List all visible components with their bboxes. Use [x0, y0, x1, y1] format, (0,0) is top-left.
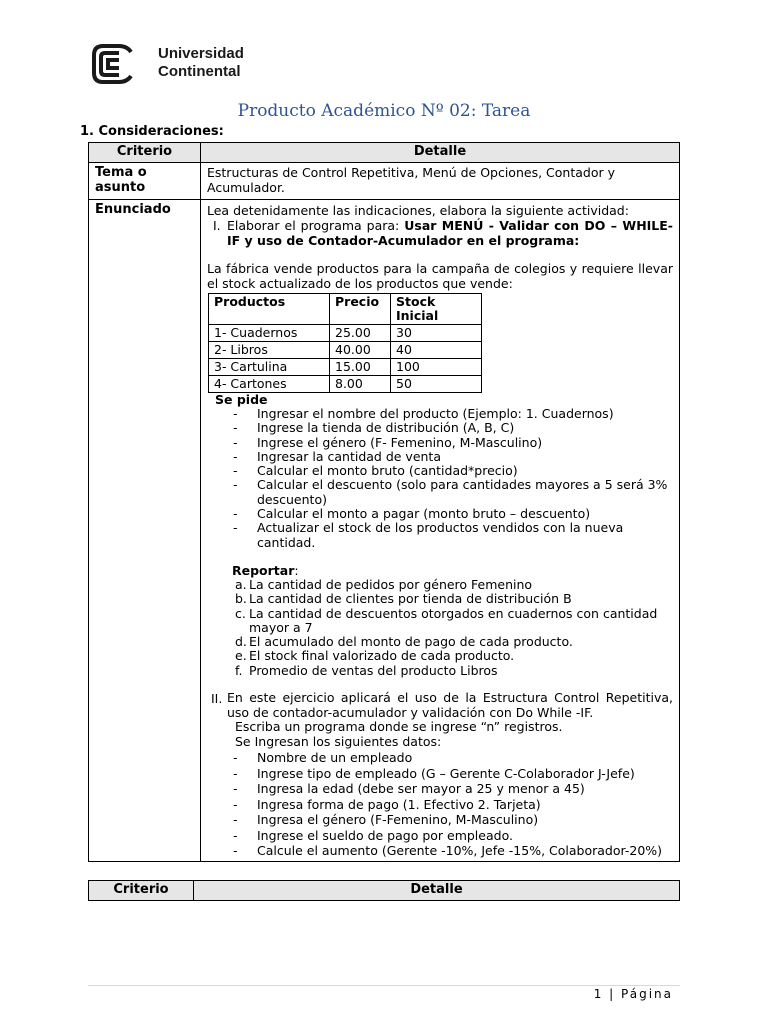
list-item: - Ingresa el género (F-Femenino, M-Masculino) — [207, 812, 673, 828]
product-price: 25.00 — [330, 325, 391, 342]
part2-marker: II. — [211, 691, 223, 707]
product-price: 40.00 — [330, 342, 391, 359]
list-item: - Ingresar la cantidad de venta — [207, 450, 673, 464]
products-col-header: Stock Inicial — [391, 294, 482, 325]
list-item: - Actualizar el stock de los productos vendidos con la nueva cantidad. — [207, 521, 673, 550]
table-row — [89, 200, 680, 862]
table-row — [209, 342, 482, 359]
second-table — [88, 880, 680, 901]
product-stock: 100 — [391, 359, 482, 376]
product-price: 8.00 — [330, 376, 391, 393]
part2-line3: Se Ingresan los siguientes datos: — [235, 733, 442, 749]
list-item: - Ingrese tipo de empleado (G – Gerente C-Colaborador J-Jefe) — [207, 766, 673, 782]
row-text-tema: Estructuras de Control Repetitiva, Menú de Opciones, Contador y Acumulador. — [201, 163, 680, 200]
list-item: a. La cantidad de pedidos por género Femenino — [235, 576, 533, 592]
part1-marker: I. — [213, 218, 221, 233]
part2 — [207, 691, 673, 720]
university-name: Universidad Continental — [158, 45, 244, 80]
list-item: - Ingrese el género (F- Femenino, M-Masculino) — [207, 436, 673, 450]
table-row — [89, 163, 680, 200]
list-item: - Ingresar el nombre del producto (Ejemplo: 1. Cuadernos) — [207, 407, 673, 421]
list-item: - Ingresa forma de pago (1. Efectivo 2. Tarjeta) — [207, 797, 673, 813]
detalle-header: Detalle — [194, 881, 680, 901]
product-stock: 50 — [391, 376, 482, 393]
list-item: - Calcular el monto a pagar (monto bruto – descuento) — [207, 507, 673, 521]
section-heading: 1. Consideraciones: — [80, 124, 224, 139]
list-item: f. Promedio de ventas del producto Libros — [235, 662, 498, 678]
list-item: - Ingrese la tienda de distribución (A, B, C) — [207, 421, 673, 435]
row-label-tema: Tema o asunto — [89, 163, 201, 200]
product-name: 1- Cuadernos — [209, 325, 330, 342]
product-name: 4- Cartones — [209, 376, 330, 393]
list-item: b. La cantidad de clientes por tienda de distribución B — [235, 591, 572, 607]
se-pide-list — [207, 407, 673, 550]
product-name: 3- Cartulina — [209, 359, 330, 376]
reportar-heading: Reportar: — [232, 562, 299, 578]
list-item: - Calcular el monto bruto (cantidad*precio) — [207, 464, 673, 478]
products-header-row — [209, 294, 482, 325]
products-col-header: Precio — [330, 294, 391, 325]
footer-divider — [88, 985, 680, 986]
list-item: - Ingresa la edad (debe ser mayor a 25 y menor a 45) — [207, 781, 673, 797]
intro-text: Lea detenidamente las indicaciones, elabora la siguiente actividad: — [207, 203, 629, 218]
list-item: - Calcule el aumento (Gerente -10%, Jefe -15%, Colaborador-20%) — [207, 843, 673, 859]
products-col-header: Productos — [209, 294, 330, 325]
product-stock: 30 — [391, 325, 482, 342]
part1-bold: Usar MENÚ - Validar con DO – WHILE-IF y uso de Contador-Acumulador en el programa: — [227, 218, 673, 248]
paragraph: La fábrica vende productos para la campaña de colegios y requiere llevar el stock actualizado de los productos que vende: — [207, 261, 673, 291]
table-row — [209, 359, 482, 376]
products-table — [208, 293, 482, 393]
list-item: e. El stock final valorizado de cada producto. — [235, 648, 515, 664]
table-header-row — [89, 143, 680, 163]
list-item: c. La cantidad de descuentos otorgados en cuadernos con cantidad mayor a 7 — [235, 605, 658, 635]
reportar-list — [207, 578, 673, 678]
part1 — [207, 218, 673, 248]
considerations-table — [88, 142, 680, 862]
product-price: 15.00 — [330, 359, 391, 376]
table-row — [209, 325, 482, 342]
list-item: - Nombre de un empleado — [207, 750, 673, 766]
part1-text: Elaborar el programa para: — [227, 218, 405, 233]
part2-line2: Escriba un programa donde se ingrese “n” registros. — [235, 719, 563, 735]
table-header-row — [89, 881, 680, 901]
row-label-enunciado: Enunciado — [89, 200, 201, 862]
list-item: - Calcular el descuento (solo para cantidades mayores a 5 será 3% descuento) — [207, 478, 673, 507]
part2-list — [207, 750, 673, 859]
se-pide-heading: Se pide — [215, 392, 268, 407]
page-number: 1 | Página — [593, 987, 673, 1001]
list-item: - Ingrese el sueldo de pago por empleado. — [207, 828, 673, 844]
table-row — [209, 376, 482, 393]
list-item: d. El acumulado del monto de pago de cada producto. — [235, 634, 573, 650]
product-stock: 40 — [391, 342, 482, 359]
row-text-enunciado — [201, 200, 680, 862]
criterio-header: Criterio — [89, 881, 194, 901]
product-name: 2- Libros — [209, 342, 330, 359]
criterio-header: Criterio — [89, 143, 201, 163]
page-title: Producto Académico Nº 02: Tarea — [237, 101, 531, 121]
part2-text: En este ejercicio aplicará el uso de la Estructura Control Repetitiva, uso de contador-acumulador y validación con Do While -IF. — [227, 690, 673, 720]
detalle-header: Detalle — [201, 143, 680, 163]
